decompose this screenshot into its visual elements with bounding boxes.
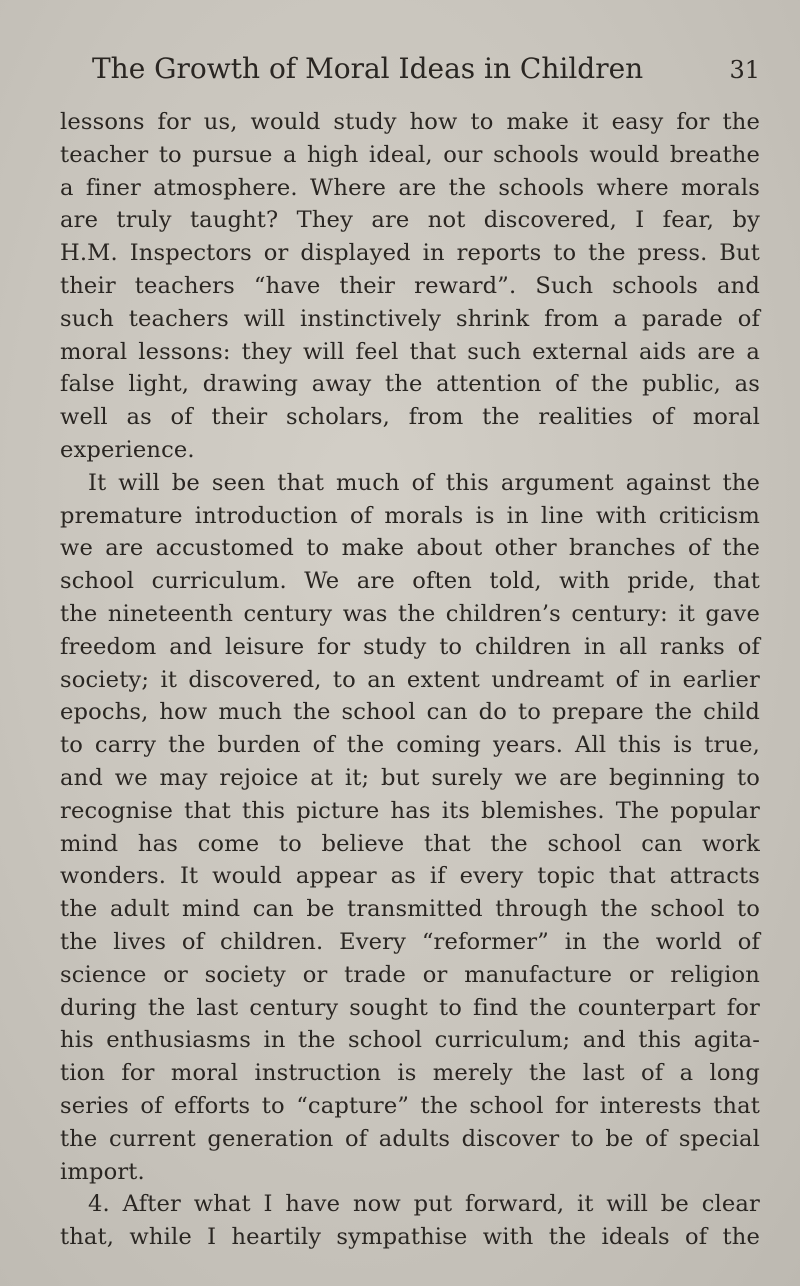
text-line: freedom and leisure for study to children in all ranks of	[60, 633, 760, 660]
text-line: during the last century sought to find the counterpart for	[60, 994, 760, 1021]
text-line: the adult mind can be transmitted through the school to	[60, 896, 760, 923]
text-line: their teachers “have their reward”. Such schools and	[60, 272, 760, 299]
running-head: The Growth of Moral Ideas in Children	[92, 52, 644, 85]
page-number: 31	[729, 56, 760, 84]
text-line: to carry the burden of the coming years. All this is true,	[60, 732, 760, 759]
text-line: such teachers will instinctively shrink from a parade of	[60, 305, 760, 332]
text-line: the nineteenth century was the children’s century: it gave	[60, 600, 760, 627]
text-line: lessons for us, would study how to make it easy for the	[60, 109, 760, 135]
text-line: 4. After what I have now put forward, it will be clear	[88, 1191, 760, 1218]
text-line: school curriculum. We are often told, with pride, that	[60, 568, 760, 595]
text-line: science or society or trade or manufacture or religion	[60, 961, 760, 988]
text-line: recognise that this picture has its blemishes. The popular	[60, 797, 760, 824]
text-line: wonders. It would appear as if every topic that attracts	[60, 863, 760, 890]
book-page	[60, 52, 760, 1254]
text-line: that, while I heartily sympathise with the ideals of the	[60, 1224, 760, 1251]
text-line: the lives of children. Every “reformer” in the world of	[60, 928, 760, 955]
text-line: a finer atmosphere. Where are the schools where morals	[60, 174, 760, 201]
text-line: his enthusiasms in the school curriculum; and this agita-	[60, 1027, 760, 1054]
text-line: and we may rejoice at it; but surely we are beginning to	[60, 764, 760, 791]
text-line: mind has come to believe that the school can work	[60, 830, 760, 857]
body-text	[60, 106, 760, 1254]
text-line: teacher to pursue a high ideal, our schools would breathe	[60, 141, 760, 168]
text-line: are truly taught? They are not discovered, I fear, by	[60, 207, 760, 234]
text-line: society; it discovered, to an extent undreamt of in earlier	[60, 666, 760, 693]
text-line: false light, drawing away the attention of the public, as	[60, 371, 760, 398]
text-line: H.M. Inspectors or displayed in reports to the press. But	[60, 240, 760, 267]
text-line: the current generation of adults discover to be of special	[60, 1125, 760, 1152]
text-line: premature introduction of morals is in line with criticism	[60, 502, 760, 529]
text-line: series of efforts to “capture” the school for interests that	[60, 1092, 760, 1119]
text-line: import.	[60, 1158, 145, 1185]
text-line: we are accustomed to make about other branches of the	[60, 535, 760, 562]
text-line: tion for moral instruction is merely the last of a long	[60, 1060, 760, 1087]
page-header	[60, 52, 760, 98]
text-line: experience.	[60, 436, 195, 463]
text-line: It will be seen that much of this argument against the	[88, 469, 760, 496]
text-line: well as of their scholars, from the realities of moral	[60, 404, 760, 431]
text-line: moral lessons: they will feel that such external aids are a	[60, 338, 760, 365]
text-line: epochs, how much the school can do to prepare the child	[60, 699, 760, 726]
